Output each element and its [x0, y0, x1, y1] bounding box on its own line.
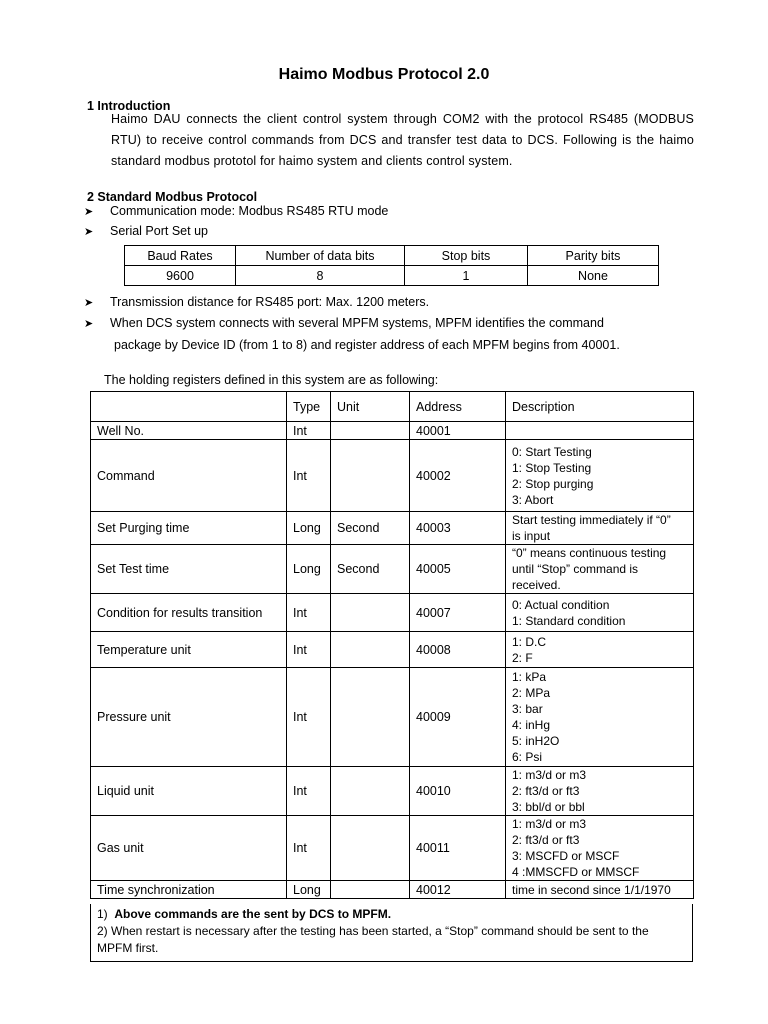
description-text: 1: D.C 2: F [512, 634, 547, 665]
bullet-text: Serial Port Set up [110, 224, 208, 238]
cell-type: Int [287, 816, 331, 881]
standard-heading: 2 Standard Modbus Protocol [87, 190, 258, 204]
cell-description [506, 632, 694, 668]
description-text: 0: Start Testing 1: Stop Testing 2: Stop purging 3: Abort [512, 444, 594, 507]
document-title: Haimo Modbus Protocol 2.0 [278, 66, 490, 83]
serial-header-cell: Stop bits [405, 246, 528, 266]
serial-value-cell: 9600 [125, 266, 236, 286]
cell-type: Int [287, 594, 331, 632]
cell-description [506, 668, 694, 767]
serial-header-row [125, 246, 659, 266]
cell-unit: Second [331, 545, 410, 594]
note-1-number: 1) [97, 907, 115, 921]
cell-name: Condition for results transition [91, 594, 287, 632]
note-1 [97, 906, 686, 923]
bullet-serial-port [84, 222, 208, 241]
cell-unit [331, 632, 410, 668]
bullet-dcs-connection [84, 314, 604, 333]
intro-heading: 1 Introduction [87, 99, 171, 113]
cell-unit [331, 422, 410, 440]
bullet-text: When DCS system connects with several MPFM systems, MPFM identifies the command [110, 316, 604, 330]
bullet-communication-mode [84, 202, 388, 221]
table-row [91, 767, 694, 816]
cell-unit [331, 767, 410, 816]
bullet-text: Transmission distance for RS485 port: Max. 1200 meters. [110, 295, 430, 309]
cell-description [506, 422, 694, 440]
description-text: time in second since 1/1/1970 [512, 882, 671, 897]
bullet-text: Communication mode: Modbus RS485 RTU mode [110, 204, 389, 218]
cell-unit [331, 816, 410, 881]
cell-name: Temperature unit [91, 632, 287, 668]
table-row [91, 881, 694, 899]
serial-header-cell: Parity bits [528, 246, 659, 266]
cell-name: Liquid unit [91, 767, 287, 816]
description-text: 0: Actual condition 1: Standard condition [512, 597, 626, 628]
bullet-transmission-distance [84, 293, 429, 312]
cell-unit [331, 881, 410, 899]
cell-type: Int [287, 440, 331, 512]
cell-unit [331, 594, 410, 632]
cell-address: 40005 [410, 545, 506, 594]
note-1-text: Above commands are the sent by DCS to MPFM. [114, 907, 392, 921]
cell-name: Pressure unit [91, 668, 287, 767]
table-row [91, 632, 694, 668]
cell-address: 40008 [410, 632, 506, 668]
table-row [91, 422, 694, 440]
cell-address: 40012 [410, 881, 506, 899]
cell-address: 40007 [410, 594, 506, 632]
cell-type: Long [287, 545, 331, 594]
cell-description [506, 512, 694, 545]
cell-address: 40002 [410, 440, 506, 512]
header-cell-description: Description [506, 392, 694, 422]
arrow-bullet-icon: ➤ [84, 318, 94, 330]
serial-value-cell: 1 [405, 266, 528, 286]
arrow-bullet-icon: ➤ [84, 206, 94, 218]
table-row [91, 816, 694, 881]
cell-address: 40009 [410, 668, 506, 767]
cell-name: Gas unit [91, 816, 287, 881]
notes-box [90, 904, 693, 962]
table-row [91, 512, 694, 545]
table-row [91, 668, 694, 767]
cell-name: Time synchronization [91, 881, 287, 899]
serial-value-cell: 8 [236, 266, 405, 286]
cell-type: Long [287, 881, 331, 899]
cell-unit [331, 440, 410, 512]
registers-header-row [91, 392, 694, 422]
table-row [91, 594, 694, 632]
header-cell-address: Address [410, 392, 506, 422]
cell-type: Int [287, 632, 331, 668]
header-cell-unit: Unit [331, 392, 410, 422]
cell-unit: Second [331, 512, 410, 545]
bullet-continuation: package by Device ID (from 1 to 8) and register address of each MPFM begins from 40001. [114, 338, 620, 352]
cell-description [506, 440, 694, 512]
header-cell-type: Type [287, 392, 331, 422]
cell-name: Command [91, 440, 287, 512]
cell-unit [331, 668, 410, 767]
cell-description [506, 881, 694, 899]
description-text: 1: m3/d or m3 2: ft3/d or ft3 3: MSCFD or MSCF 4 :MMSCFD or MMSCF [512, 817, 640, 879]
cell-type: Int [287, 668, 331, 767]
registers-intro: The holding registers defined in this system are as following: [104, 373, 439, 387]
cell-address: 40001 [410, 422, 506, 440]
description-text: “0” means continuous testing until “Stop” command is received. [512, 546, 667, 592]
cell-address: 40010 [410, 767, 506, 816]
table-row [91, 545, 694, 594]
cell-address: 40003 [410, 512, 506, 545]
serial-header-cell: Baud Rates [125, 246, 236, 266]
serial-value-row [125, 266, 659, 286]
serial-value-cell: None [528, 266, 659, 286]
intro-paragraph: Haimo DAU connects the client control system through COM2 with the protocol RS485 (MODBUS RTU) to receive control commands from DCS and transfer test data to DCS. Following is the haimo standard modbus prototol for haimo system and clients control system. [111, 112, 694, 168]
note-2: 2) When restart is necessary after the testing has been started, a “Stop” command should be sent to the MPFM first. [97, 924, 649, 955]
cell-name: Set Test time [91, 545, 287, 594]
serial-port-table [124, 245, 659, 286]
cell-description [506, 816, 694, 881]
cell-type: Long [287, 512, 331, 545]
cell-name: Well No. [91, 422, 287, 440]
cell-name: Set Purging time [91, 512, 287, 545]
serial-header-cell: Number of data bits [236, 246, 405, 266]
cell-address: 40011 [410, 816, 506, 881]
arrow-bullet-icon: ➤ [84, 297, 94, 309]
description-text: 1: kPa 2: MPa 3: bar 4: inHg 5: inH2O 6: Psi [512, 670, 560, 764]
arrow-bullet-icon: ➤ [84, 226, 94, 238]
description-text: Start testing immediately if “0” is input [512, 513, 671, 543]
table-row [91, 440, 694, 512]
cell-type: Int [287, 422, 331, 440]
cell-description [506, 594, 694, 632]
header-cell-name [91, 392, 287, 422]
holding-registers-table [90, 391, 694, 899]
cell-description [506, 545, 694, 594]
cell-description [506, 767, 694, 816]
cell-type: Int [287, 767, 331, 816]
description-text: 1: m3/d or m3 2: ft3/d or ft3 3: bbl/d or bbl [512, 768, 587, 814]
